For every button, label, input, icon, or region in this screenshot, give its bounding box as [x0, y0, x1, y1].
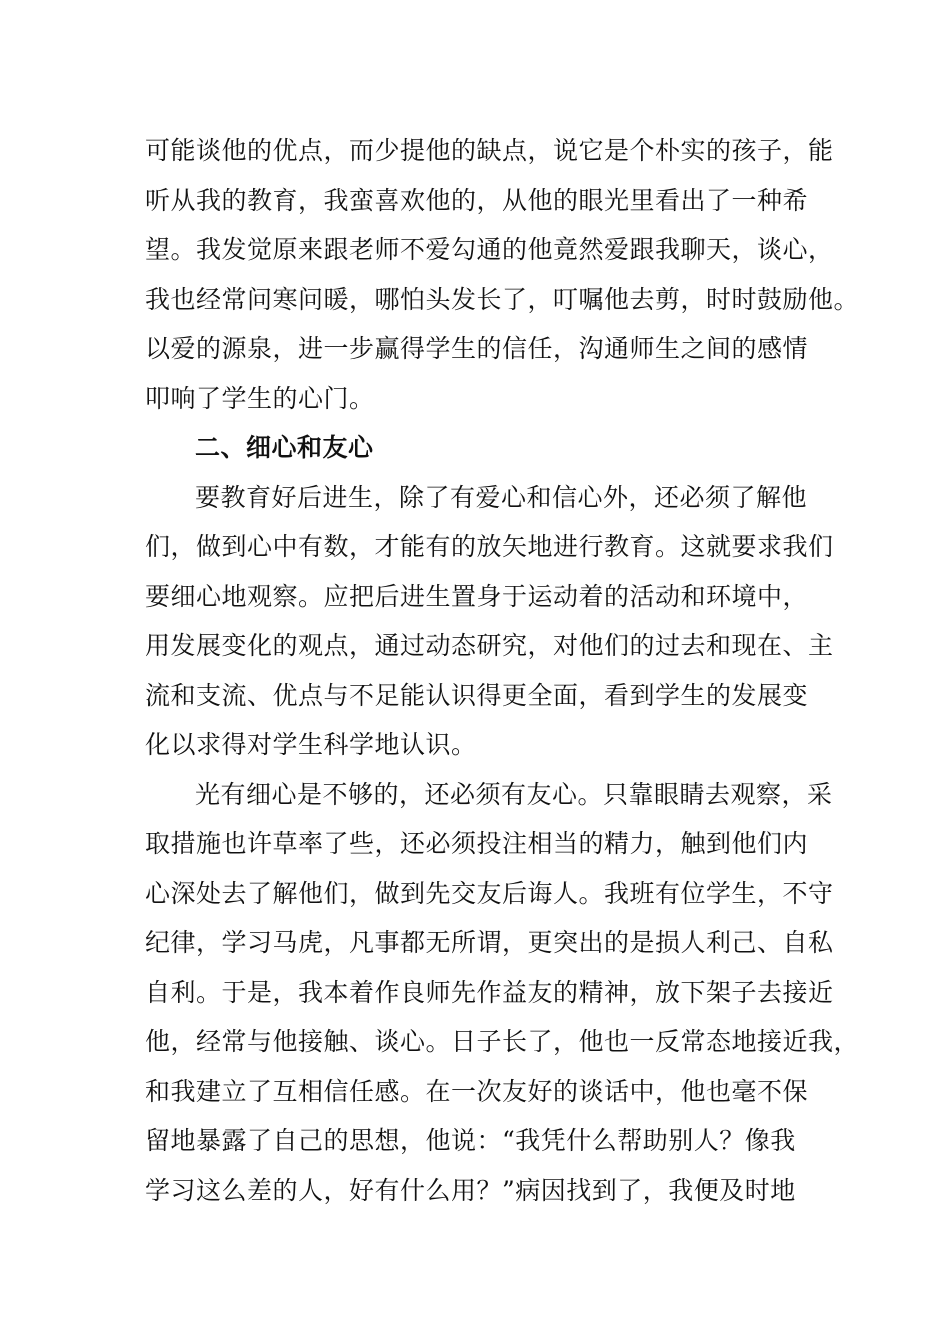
- text-line: 我也经常问寒问暖，哪怕头发长了，叮嘱他去剪，时时鼓励他。: [145, 284, 860, 314]
- text-line: 听从我的教育，我蛮喜欢他的，从他的眼光里看出了一种希: [145, 185, 809, 215]
- text-line: 可能谈他的优点，而少提他的缺点，说它是个朴实的孩子，能: [145, 136, 834, 165]
- text-line: 要细心地观察。应把后进生置身于运动着的活动和环境中，: [145, 581, 809, 611]
- text-line: 们，做到心中有数，才能有的放矢地进行教育。这就要求我们: [145, 532, 834, 561]
- text-line: 心深处去了解他们，做到先交友后诲人。我班有位学生，不守: [145, 878, 834, 908]
- text-line: 取措施也许草率了些，还必须投注相当的精力，触到他们内: [145, 829, 809, 858]
- text-line: 以爱的源泉，进一步赢得学生的信任，沟通师生之间的感情: [145, 334, 809, 363]
- document-body: [145, 126, 860, 1215]
- text-line: 化以求得对学生科学地认识。: [145, 730, 477, 759]
- text-line: 纪律，学习马虎，凡事都无所谓，更突出的是损人利己、自私: [145, 928, 834, 957]
- paragraph-1: [145, 126, 860, 423]
- text-line: 留地暴露了自己的思想，他说：“我凭什么帮助别人？像我: [145, 1126, 796, 1155]
- text-line: 望。我发觉原来跟老师不爱勾通的他竟然爱跟我聊天，谈心，: [145, 235, 834, 264]
- text-line: 和我建立了互相信任感。在一次友好的谈话中，他也毫不保: [145, 1076, 809, 1106]
- text-line: 流和支流、优点与不足能认识得更全面，看到学生的发展变: [145, 680, 809, 710]
- paragraph-2: [145, 473, 834, 770]
- text-line: 学习这么差的人，好有什么用？”病因找到了，我便及时地: [145, 1175, 796, 1205]
- text-line: 光有细心是不够的，还必须有友心。只靠眼睛去观察，采: [195, 779, 833, 809]
- text-line: 他，经常与他接触、谈心。日子长了，他也一反常态地接近我，: [145, 1027, 860, 1056]
- text-line: 用发展变化的观点，通过动态研究，对他们的过去和现在、主: [145, 631, 834, 660]
- text-line: 要教育好后进生，除了有爱心和信心外，还必须了解他: [195, 482, 808, 512]
- paragraph-3: [145, 770, 860, 1216]
- section-heading: 二、细心和友心: [195, 433, 374, 462]
- text-line: 自利。于是，我本着作良师先作益友的精神，放下架子去接近: [145, 977, 834, 1007]
- text-line: 叩响了学生的心门。: [145, 383, 375, 413]
